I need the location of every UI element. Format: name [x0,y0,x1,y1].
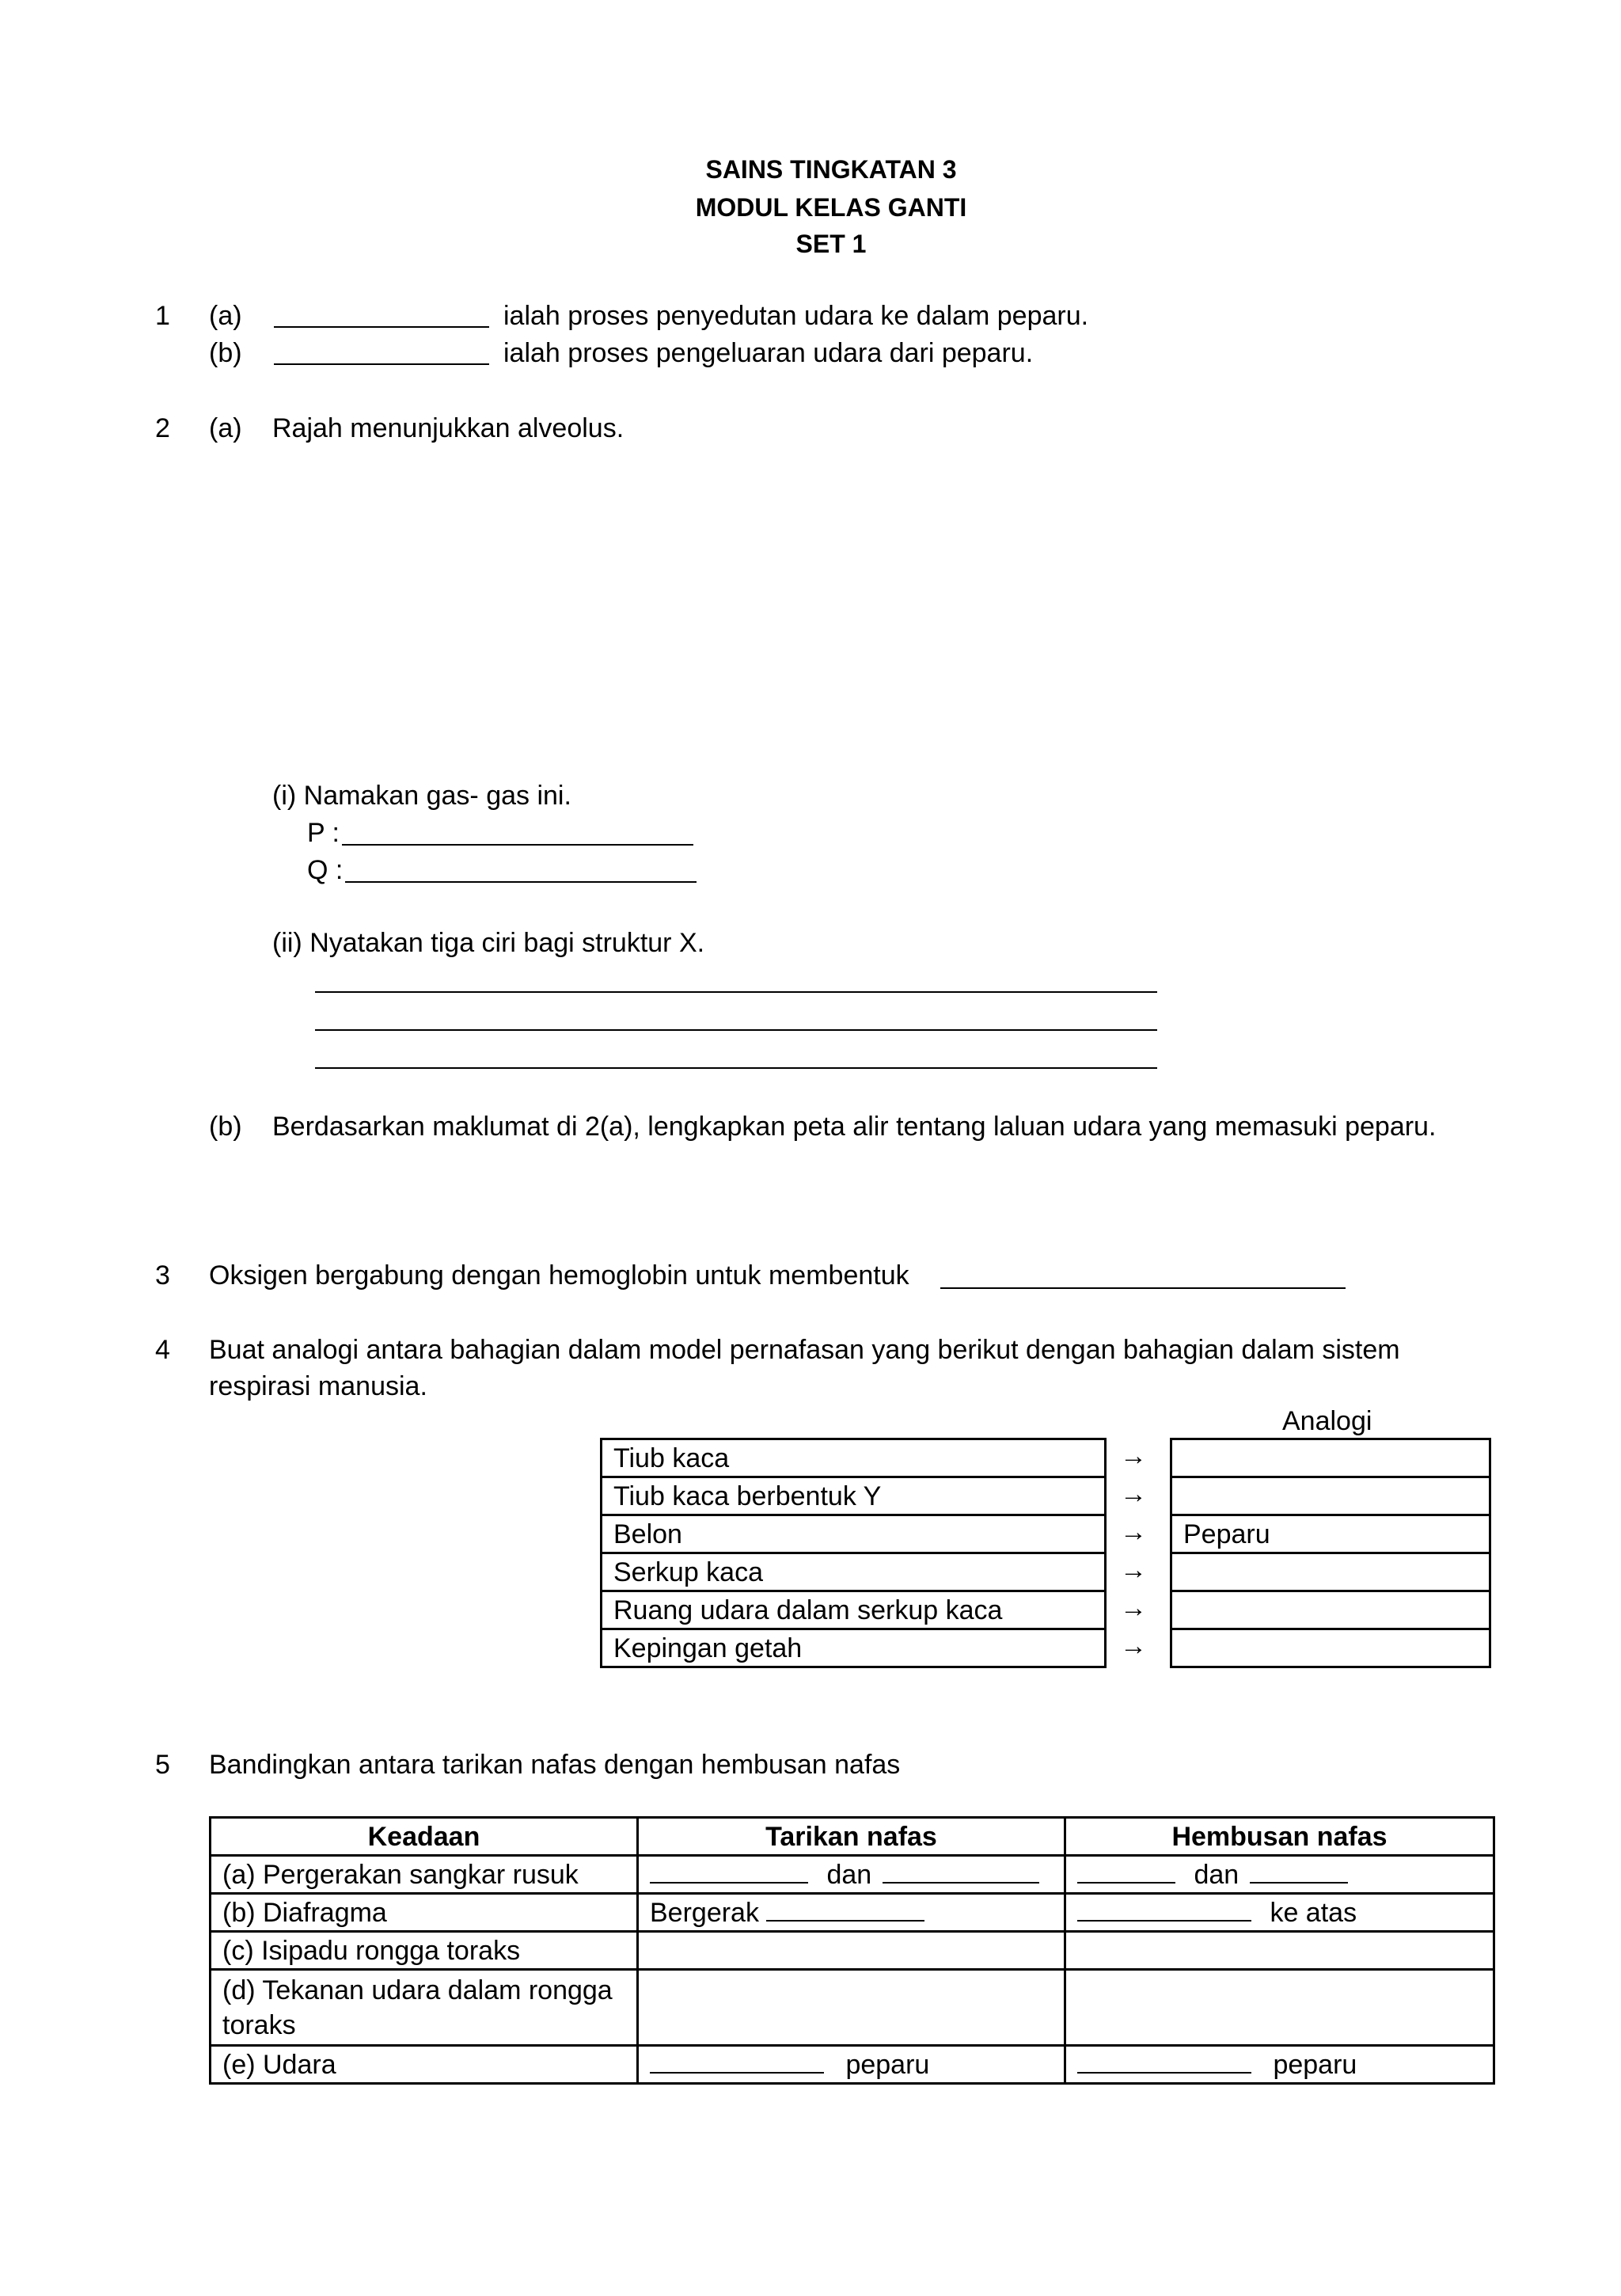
answer-blank[interactable] [650,2047,824,2074]
answer-blank[interactable] [1077,2047,1251,2074]
column-header: Hembusan nafas [1065,1818,1494,1856]
q2aii-text: (ii) Nyatakan tiga ciri bagi struktur X. [272,928,705,958]
title-module: MODUL KELAS GANTI [695,193,967,222]
q4-number: 4 [155,1335,170,1365]
q2-q-label: Q : [307,855,344,885]
analogy-column-header: Analogi [1282,1406,1372,1436]
arrow-right-icon: → [1120,1479,1147,1509]
table-row [211,1932,1494,1970]
q2ai-text: (i) Namakan gas- gas ini. [272,781,571,811]
arrow-right-icon: → [1120,1631,1147,1661]
hembusan-cell[interactable] [1065,1894,1494,1932]
q2aii-answer-line-2[interactable] [315,1029,1157,1031]
q2a-text: Rajah menunjukkan alveolus. [272,413,624,443]
q4-text-line2: respirasi manusia. [209,1371,427,1401]
cell-suffix-word: ke atas [1270,1898,1357,1928]
arrow-right-icon: → [1120,1555,1147,1585]
q2a-label: (a) [209,413,242,443]
tarikan-cell[interactable] [638,1932,1065,1970]
connector-word: dan [826,1860,872,1890]
keadaan-cell: (a) Pergerakan sangkar rusuk [211,1856,638,1894]
column-header: Tarikan nafas [638,1818,1065,1856]
analogy-table [1170,1438,1491,1668]
q1a-answer-line[interactable] [274,326,489,328]
keadaan-cell: (e) Udara [211,2046,638,2084]
keadaan-cell: (c) Isipadu rongga toraks [211,1932,638,1970]
q2-p-label: P : [307,818,340,848]
analogy-answer-cell[interactable] [1171,1553,1490,1591]
tarikan-cell[interactable] [638,1856,1065,1894]
q5-number: 5 [155,1750,170,1780]
arrow-right-icon: → [1120,1593,1147,1623]
analogy-answer-cell[interactable] [1171,1477,1490,1515]
title-set: SET 1 [795,230,867,258]
table-row [211,1970,1494,2046]
answer-blank[interactable] [650,1857,808,1884]
model-part-cell: Tiub kaca berbentuk Y [602,1477,1106,1515]
table-row [1171,1477,1490,1515]
table-row [602,1477,1106,1515]
q5-text: Bandingkan antara tarikan nafas dengan hembusan nafas [209,1750,901,1780]
model-part-cell: Kepingan getah [602,1629,1106,1667]
tarikan-cell[interactable] [638,1970,1065,2046]
title-subject: SAINS TINGKATAN 3 [705,155,957,184]
table-row [1171,1439,1490,1477]
q2b-label: (b) [209,1112,242,1142]
hembusan-cell[interactable] [1065,1970,1494,2046]
connector-word: dan [1194,1860,1239,1890]
answer-blank[interactable] [883,1857,1039,1884]
table-row [1171,1591,1490,1629]
keadaan-line: toraks [222,2009,296,2040]
keadaan-line: (d) Tekanan udara dalam rongga [222,1975,613,2005]
model-part-cell: Belon [602,1515,1106,1553]
table-row [602,1591,1106,1629]
analogy-answer-cell[interactable] [1171,1629,1490,1667]
q2aii-answer-line-1[interactable] [315,991,1157,993]
hembusan-cell[interactable] [1065,1932,1494,1970]
q2b-text: Berdasarkan maklumat di 2(a), lengkapkan peta alir tentang laluan udara yang memasuki peparu. [272,1112,1437,1142]
table-row [211,2046,1494,2084]
arrow-right-icon: → [1120,1441,1147,1471]
answer-blank[interactable] [1077,1857,1175,1884]
q3-answer-line[interactable] [940,1287,1346,1289]
answer-blank[interactable] [1077,1895,1251,1922]
q1a-text: ialah proses penyedutan udara ke dalam peparu. [503,301,1089,331]
q3-text: Oksigen bergabung dengan hemoglobin untuk membentuk [209,1260,909,1291]
model-parts-table [600,1438,1107,1668]
analogy-answer-cell[interactable] [1171,1591,1490,1629]
table-row [1171,1629,1490,1667]
model-part-cell: Serkup kaca [602,1553,1106,1591]
analogy-answer-cell[interactable]: Peparu [1171,1515,1490,1553]
hembusan-cell[interactable] [1065,2046,1494,2084]
comparison-table [209,1816,1495,2085]
table-row [1171,1515,1490,1553]
table-row [1171,1553,1490,1591]
arrow-right-icon: → [1120,1517,1147,1547]
answer-blank[interactable] [766,1895,924,1922]
keadaan-cell [211,1970,638,2046]
q4-text-line1: Buat analogi antara bahagian dalam model pernafasan yang berikut dengan bahagian dalam sistem [209,1335,1400,1365]
table-row [602,1553,1106,1591]
answer-blank[interactable] [1250,1857,1348,1884]
tarikan-cell[interactable] [638,2046,1065,2084]
table-row [602,1439,1106,1477]
q3-number: 3 [155,1260,170,1291]
q2-number: 2 [155,413,170,443]
q1a-label: (a) [209,301,242,331]
cell-prefix-word: Bergerak [650,1898,759,1928]
model-part-cell: Ruang udara dalam serkup kaca [602,1591,1106,1629]
analogy-answer-cell[interactable] [1171,1439,1490,1477]
q2-p-answer-line[interactable] [342,844,693,846]
tarikan-cell[interactable] [638,1894,1065,1932]
cell-suffix-word: peparu [845,2050,930,2080]
keadaan-cell: (b) Diafragma [211,1894,638,1932]
table-header-row [211,1818,1494,1856]
q1-number: 1 [155,301,170,331]
cell-suffix-word: peparu [1273,2050,1357,2080]
table-row [602,1629,1106,1667]
q1b-text: ialah proses pengeluaran udara dari peparu. [503,338,1034,368]
table-row [211,1856,1494,1894]
q2aii-answer-line-3[interactable] [315,1067,1157,1069]
model-part-cell: Tiub kaca [602,1439,1106,1477]
q1b-answer-line[interactable] [274,363,489,365]
q1b-label: (b) [209,338,242,368]
table-row [211,1894,1494,1932]
column-header: Keadaan [211,1818,638,1856]
hembusan-cell[interactable] [1065,1856,1494,1894]
q2-q-answer-line[interactable] [345,881,697,883]
table-row [602,1515,1106,1553]
